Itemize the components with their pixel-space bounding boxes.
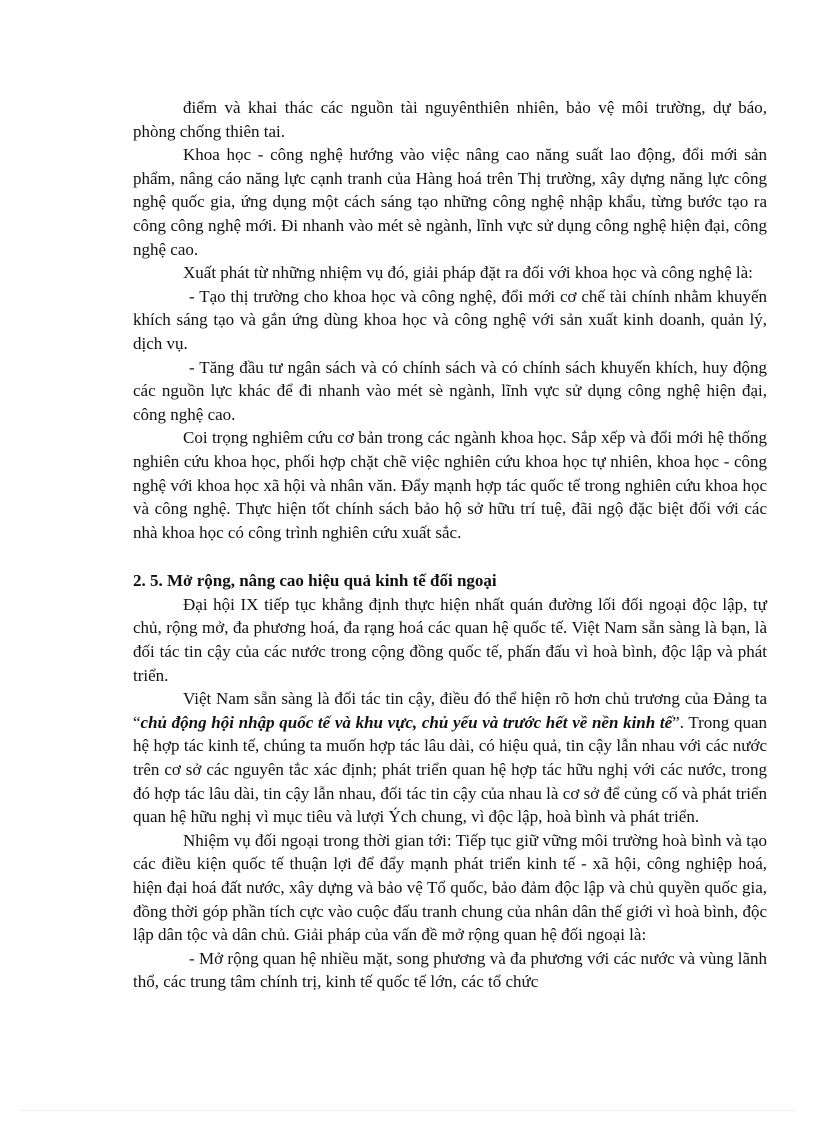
partner-text-before: Việt Nam sẵn sàng là đối tác tin cậy, điều đó thể hiện rõ hơn chủ trương của Đảng ta “ (133, 689, 767, 732)
paragraph-solutions-intro: Xuất phát từ những nhiệm vụ đó, giải pháp đặt ra đối với khoa học và công nghệ là: (183, 263, 753, 283)
paragraph-partner (133, 687, 767, 829)
partner-text-after: ”. Trong quan hệ hợp tác kinh tế, chúng ta muốn hợp tác lâu dài, có hiệu quả, tin cậy lẫn nhau với các nước trên cơ sở các nguyên tắc xác định; phát triển quan hệ hợp tác hữu nghị với các nước, trong đó hợp tác lâu dài, tin cậy lẫn nhau, đối tác tin cậy của nhau là cơ sở để củng cố và phát triển quan hệ hữu nghị vì mục tiêu và lượi Ých chung, vì độc lập, hoà bình và phát triển. (133, 712, 768, 827)
paragraph-science-technology: Khoa học - công nghệ hướng vào việc nâng cao năng suất lao động, đổi mới sản phẩm, nâng cáo năng lực cạnh tranh của Hàng hoá trên Thị trường, xây dựng năng lực công nghệ quốc gia, ứng dụng một cách sáng tạo những công nghệ nhập khẩu, từng bước tạo ra công công nghệ mới. Đi nhanh vào mét sè ngành, lĩnh vực sử dụng công nghệ hiện đại, công nghệ cao. (133, 145, 767, 259)
emphasized-quote: chủ động hội nhập quốc tế và khu vực, chủ yếu và trước hết về nền kinh tế (140, 712, 673, 732)
section-heading: 2. 5. Mở rộng, nâng cao hiệu quả kinh tế đối ngoại (133, 571, 497, 591)
paragraph-basic-research: Coi trọng nghiêm cứu cơ bản trong các ngành khoa học. Sắp xếp và đổi mới hệ thống nghiên cứu khoa học, phối hợp chặt chẽ việc nghiên cứu khoa học tự nhiên, khoa học - công nghệ với khoa học xã hội và nhân văn. Đẩy mạnh hợp tác quốc tế trong nghiên cứu khoa học và công nghệ. Thực hiện tốt chính sách bảo hộ sở hữu trí tuệ, đãi ngộ đặc biệt đối với các nhà khoa học có công trình nghiên cứu xuất sắc. (133, 428, 767, 542)
list-item-investment: - Tăng đầu tư ngân sách và có chính sách và có chính sách khuyến khích, huy động các nguồn lực khác để đi nhanh vào mét sè ngành, lĩnh vực sử dụng công nghệ hiện đại, công nghệ cao. (133, 357, 767, 424)
paragraph-foreign-policy: Đại hội IX tiếp tục khẳng định thực hiện nhất quán đường lối đối ngoại độc lập, tự chủ, rộng mở, đa phương hoá, đa rạng hoá các quan hệ quốc tế. Việt Nam sẵn sàng là bạn, là đối tác tin cậy của các nước trong cộng đồng quốc tế, phấn đấu vì hoà bình, độc lập và phát triển. (133, 594, 767, 685)
page-bottom-divider (20, 1110, 796, 1111)
document-page (133, 96, 767, 994)
list-item-expand-relations: - Mở rộng quan hệ nhiều mặt, song phương và đa phương với các nước và vùng lãnh thổ, các trung tâm chính trị, kinh tế quốc tế lớn, các tổ chức (133, 948, 767, 992)
paragraph-natural-resources: điểm và khai thác các nguồn tài nguyênthiên nhiên, bảo vệ môi trường, dự báo, phòng chống thiên tai. (133, 98, 767, 141)
list-item-market: - Tạo thị trường cho khoa học và công nghệ, đổi mới cơ chế tài chính nhằm khuyến khích sáng tạo và gắn ứng dùng khoa học và công nghệ với sản xuất kinh doanh, quản lý, dịch vụ. (133, 286, 767, 353)
paragraph-foreign-tasks: Nhiệm vụ đối ngoại trong thời gian tới: Tiếp tục giữ vững môi trường hoà bình và tạo các điều kiện quốc tế thuận lợi để đẩy mạnh phát triển kinh tế - xã hội, công nghiệp hoá, hiện đại hoá đất nước, xây dựng và bảo vệ Tổ quốc, bảo đảm độc lập và chủ quyền quốc gia, đồng thời góp phần tích cực vào cuộc đấu tranh chung của nhân dân thế giới vì hoà bình, độc lập dân tộc và dân chủ. Giải pháp của vấn đề mở rộng quan hệ đối ngoại là: (133, 830, 767, 945)
